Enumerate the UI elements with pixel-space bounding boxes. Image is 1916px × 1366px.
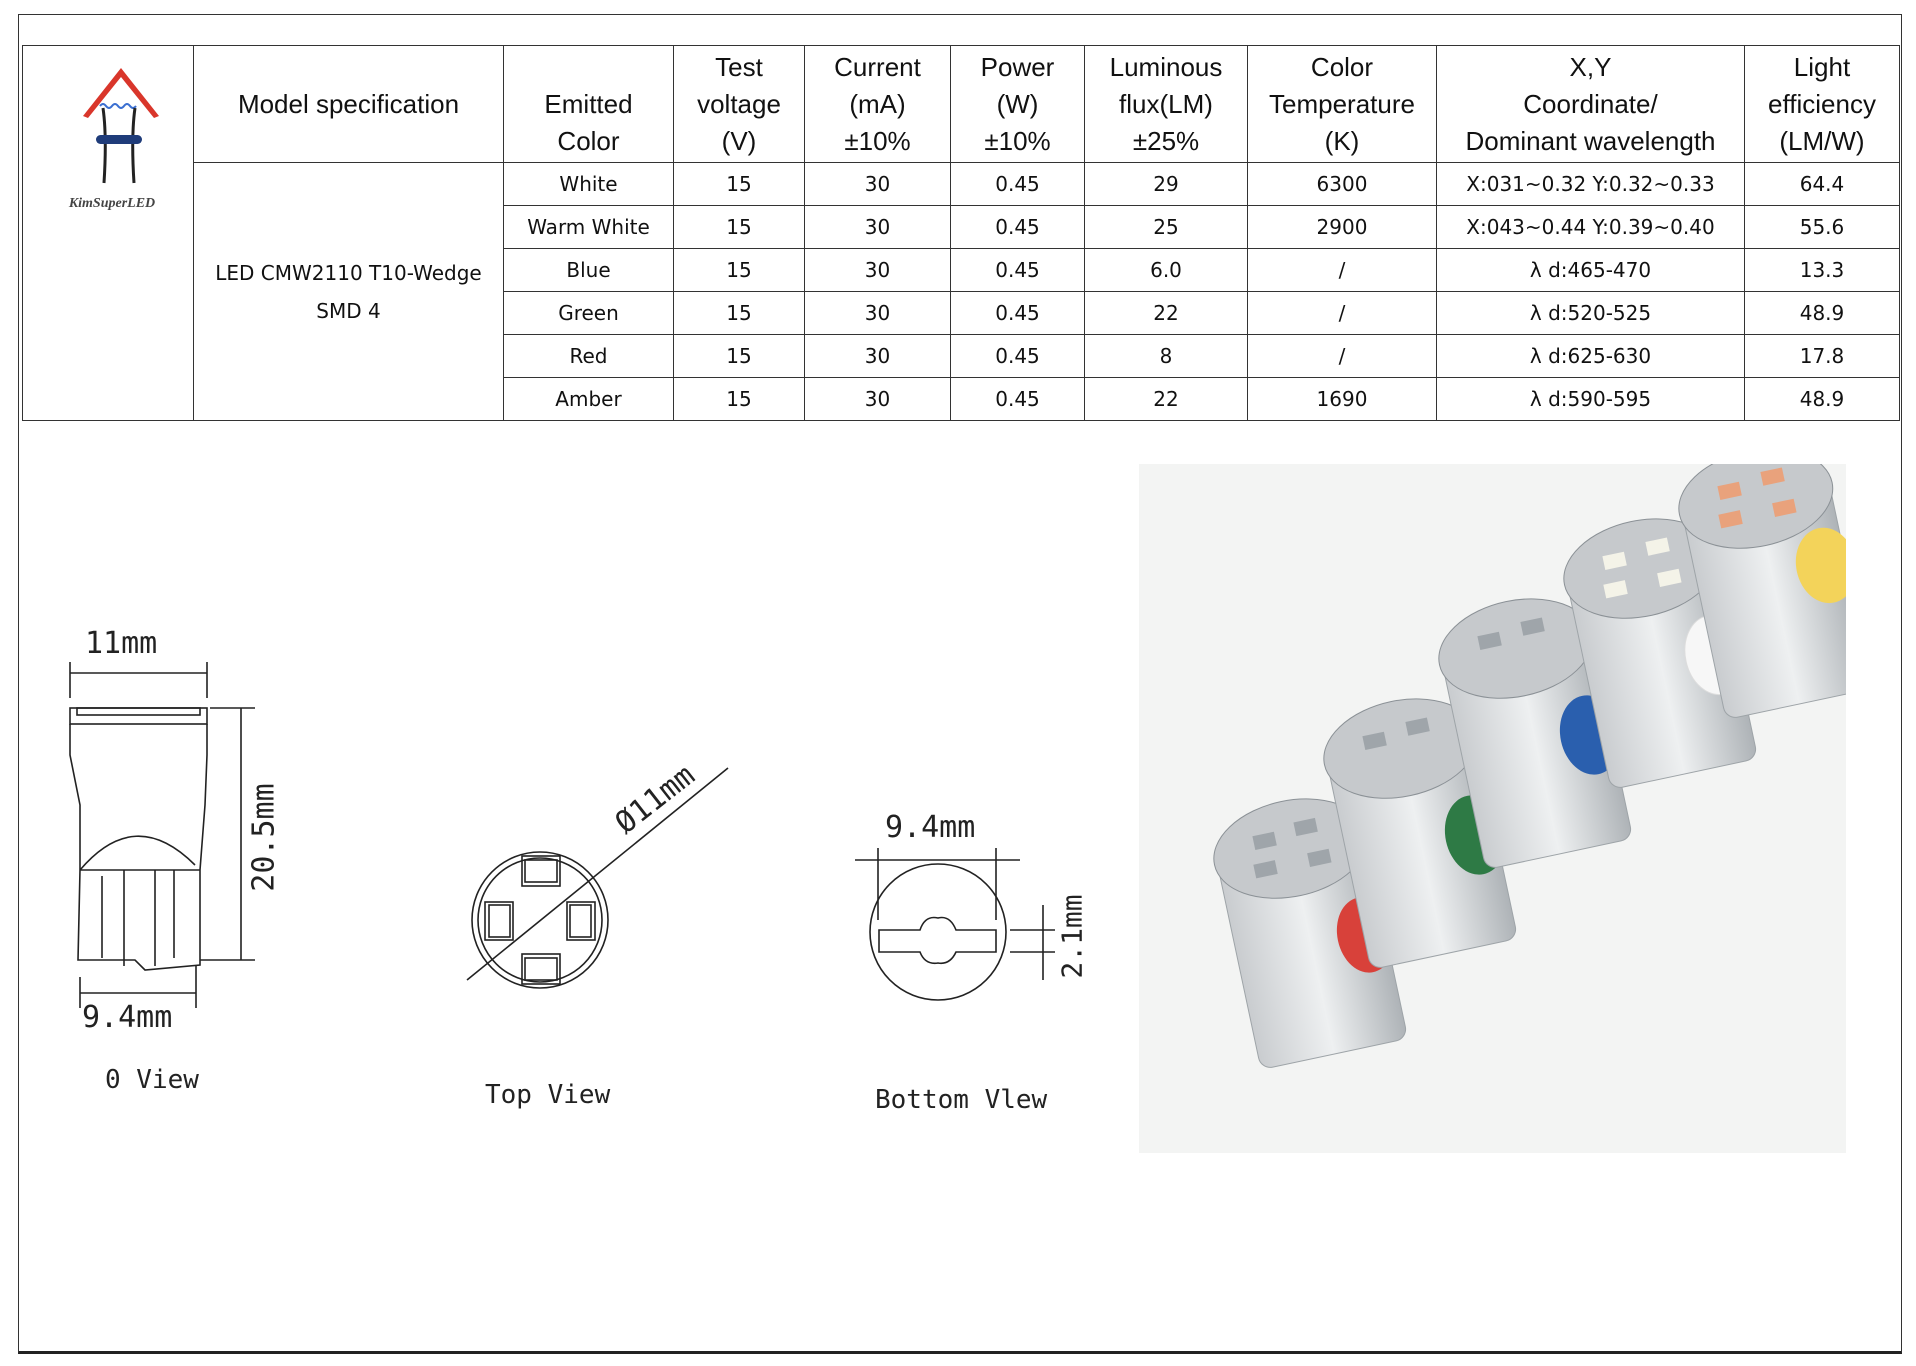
top-view-drawing	[450, 740, 750, 1120]
header-emitted-color: Emitted Color	[504, 46, 674, 163]
cell-temp: /	[1248, 335, 1437, 378]
top-diameter-label: Ø11mm	[608, 757, 702, 842]
cell-efficiency: 48.9	[1745, 378, 1900, 421]
spec-table	[22, 45, 1900, 421]
cell-power: 0.45	[951, 378, 1085, 421]
cell-efficiency: 17.8	[1745, 335, 1900, 378]
cell-color: White	[504, 163, 674, 206]
cell-flux: 22	[1085, 292, 1248, 335]
cell-coord: λ d:590-595	[1437, 378, 1745, 421]
side-view-caption: 0 View	[105, 1065, 199, 1095]
cell-voltage: 15	[674, 378, 805, 421]
cell-current: 30	[805, 335, 951, 378]
cell-power: 0.45	[951, 335, 1085, 378]
cell-coord: X:031~0.32 Y:0.32~0.33	[1437, 163, 1745, 206]
cell-color: Blue	[504, 249, 674, 292]
model-line-2: SMD 4	[316, 298, 381, 323]
product-photo	[1139, 464, 1846, 1153]
header-current: Current (mA) ±10%	[805, 46, 951, 163]
led-bulbs-photo-icon	[1139, 464, 1846, 1153]
header-model: Model specification	[194, 46, 504, 163]
cell-color: Green	[504, 292, 674, 335]
cell-voltage: 15	[674, 249, 805, 292]
cell-coord: X:043~0.44 Y:0.39~0.40	[1437, 206, 1745, 249]
header-power: Power (W) ±10%	[951, 46, 1085, 163]
cell-voltage: 15	[674, 292, 805, 335]
cell-voltage: 15	[674, 335, 805, 378]
model-spec-cell	[194, 163, 504, 421]
top-view-caption: Top View	[485, 1080, 611, 1110]
side-base-label: 9.4mm	[82, 1000, 173, 1035]
side-height-label: 20.5mm	[246, 783, 282, 892]
cell-current: 30	[805, 249, 951, 292]
cell-power: 0.45	[951, 249, 1085, 292]
cell-color: Red	[504, 335, 674, 378]
cell-flux: 6.0	[1085, 249, 1248, 292]
cell-temp: 1690	[1248, 378, 1437, 421]
cell-coord: λ d:520-525	[1437, 292, 1745, 335]
header-coordinate: X,Y Coordinate/ Dominant wavelength	[1437, 46, 1745, 163]
house-led-icon	[41, 46, 176, 196]
cell-flux: 29	[1085, 163, 1248, 206]
cell-flux: 8	[1085, 335, 1248, 378]
cell-current: 30	[805, 163, 951, 206]
cell-coord: λ d:625-630	[1437, 335, 1745, 378]
cell-power: 0.45	[951, 206, 1085, 249]
header-light-efficiency: Light efficiency (LM/W)	[1745, 46, 1900, 163]
cell-flux: 25	[1085, 206, 1248, 249]
cell-temp: /	[1248, 292, 1437, 335]
cell-color: Amber	[504, 378, 674, 421]
cell-flux: 22	[1085, 378, 1248, 421]
cell-voltage: 15	[674, 206, 805, 249]
cell-temp: 6300	[1248, 163, 1437, 206]
header-test-voltage: Test voltage (V)	[674, 46, 805, 163]
cell-color: Warm White	[504, 206, 674, 249]
cell-efficiency: 13.3	[1745, 249, 1900, 292]
bottom-view-caption: Bottom Vlew	[875, 1085, 1048, 1115]
cell-current: 30	[805, 292, 951, 335]
top-view-icon	[450, 740, 750, 1060]
brand-logo	[41, 46, 176, 231]
bottom-thickness-label: 2.1mm	[1055, 894, 1089, 979]
bottom-width-label: 9.4mm	[885, 810, 976, 845]
header-row	[23, 46, 1900, 163]
side-view-drawing	[60, 626, 300, 1100]
cell-efficiency: 64.4	[1745, 163, 1900, 206]
header-color-temperature: Color Temperature (K)	[1248, 46, 1437, 163]
cell-efficiency: 55.6	[1745, 206, 1900, 249]
side-width-label: 11mm	[85, 626, 158, 661]
table-row	[23, 163, 1900, 206]
cell-efficiency: 48.9	[1745, 292, 1900, 335]
cell-current: 30	[805, 206, 951, 249]
header-luminous-flux: Luminous flux(LM) ±25%	[1085, 46, 1248, 163]
cell-current: 30	[805, 378, 951, 421]
brand-name: KimSuperLED	[68, 196, 156, 211]
cell-coord: λ d:465-470	[1437, 249, 1745, 292]
cell-temp: /	[1248, 249, 1437, 292]
bottom-view-drawing	[850, 800, 1110, 1120]
cell-temp: 2900	[1248, 206, 1437, 249]
logo-cell	[23, 46, 194, 421]
cell-voltage: 15	[674, 163, 805, 206]
cell-power: 0.45	[951, 163, 1085, 206]
model-line-1: LED CMW2110 T10-Wedge	[215, 260, 482, 285]
cell-power: 0.45	[951, 292, 1085, 335]
